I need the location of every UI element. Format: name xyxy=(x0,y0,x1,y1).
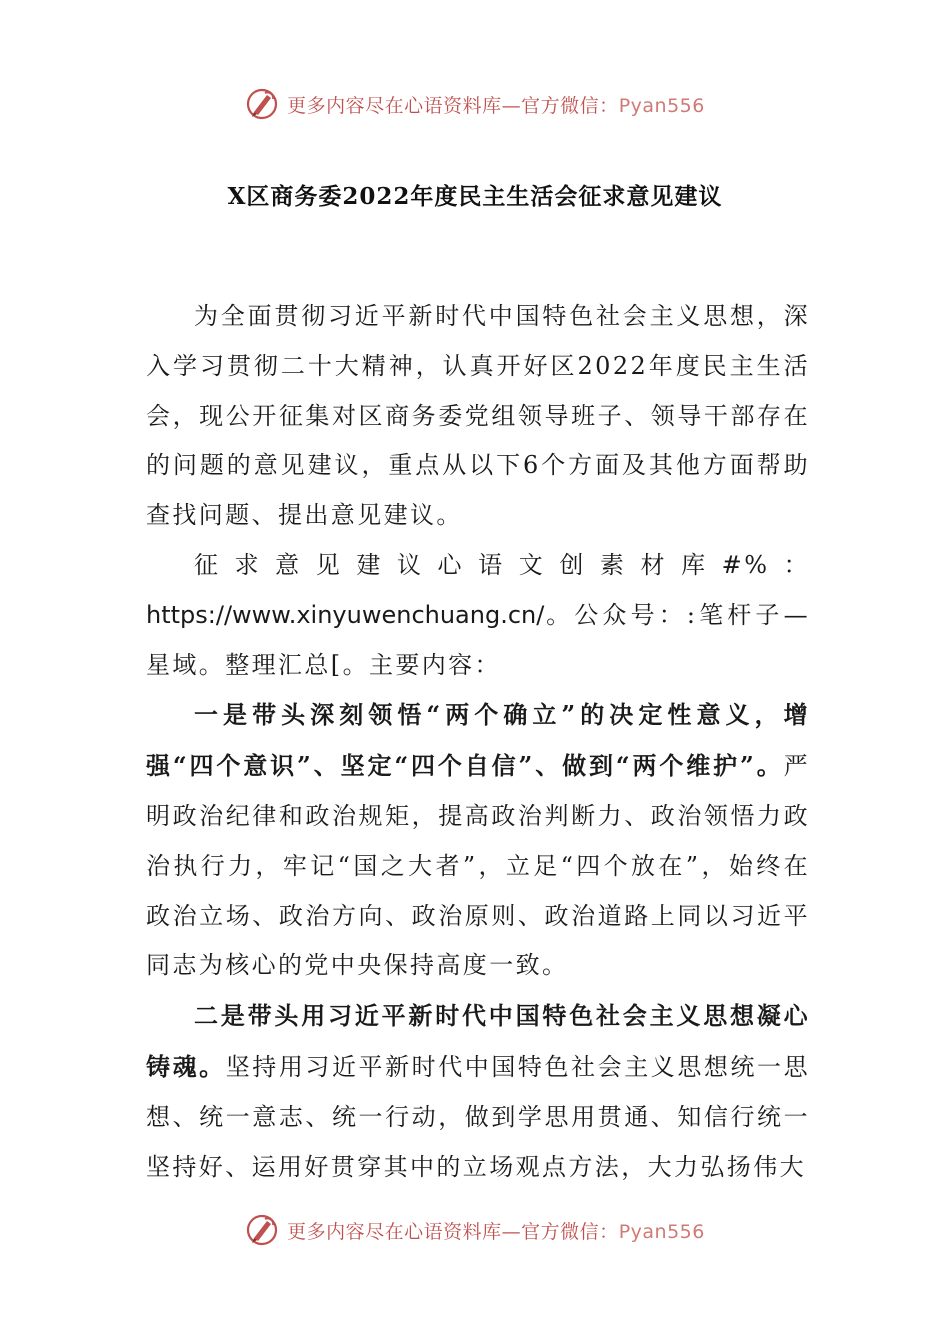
item-1-heading: 一是带头深刻领悟“两个确立”的决定性意义，增强“四个意识”、坚定“四个自信”、做到“两个维护”。 xyxy=(146,700,810,781)
watermark-banner-top xyxy=(0,84,950,124)
document-body xyxy=(146,292,810,1192)
watermark-text xyxy=(287,91,705,118)
intro-paragraph: 为全面贯彻习近平新时代中国特色社会主义思想，深入学习贯彻二十大精神，认真开好区2022年度民主生活会，现公开征集对区商务委党组领导班子、领导干部存在的问题的意见建议，重点从以下6个方面及其他方面帮助查找问题、提出意见建议。 xyxy=(146,302,810,530)
pen-logo-icon xyxy=(245,1213,279,1247)
item-2-heading: 二是带头用习近平新时代中国特色社会主义思想凝心铸魂。 xyxy=(146,1001,810,1081)
watermark-contact-label: 官方微信： xyxy=(521,1220,619,1243)
source-note-suffix: 。公众号：:笔杆子—星域。整理汇总[。主要内容： xyxy=(146,600,810,679)
item-1-paragraph xyxy=(146,690,810,991)
watermark-contact-label: 官方微信： xyxy=(521,94,619,117)
watermark-text xyxy=(287,1217,705,1244)
item-1-body: 严明政治纪律和政治规矩，提高政治判断力、政治领悟力政治执行力，牢记“国之大者”，立足“四个放在”，始终在政治立场、政治方向、政治原则、政治道路上同以习近平同志为核心的党中央保持高度一致。 xyxy=(146,752,810,980)
watermark-banner-bottom xyxy=(0,1210,950,1250)
watermark-contact-id: Pyan556 xyxy=(618,1220,705,1243)
source-note-url[interactable]: https://www.xinyuwenchuang.cn/ xyxy=(146,600,545,629)
watermark-prefix: 更多内容尽在心语资料库— xyxy=(287,94,522,117)
source-note-prefix: 征求意见建议心语文创素材库#%： xyxy=(194,550,810,579)
watermark-contact-id: Pyan556 xyxy=(618,94,705,117)
source-note-paragraph xyxy=(146,541,810,690)
item-2-body: 坚持用习近平新时代中国特色社会主义思想统一思想、统一意志、统一行动，做到学思用贯通、知信行统一坚持好、运用好贯穿其中的立场观点方法，大力弘扬伟大 xyxy=(146,1052,810,1181)
item-2-paragraph xyxy=(146,991,810,1192)
document-title: X区商务委2022年度民主生活会征求意见建议 xyxy=(227,183,723,210)
pen-logo-icon xyxy=(245,87,279,121)
watermark-prefix: 更多内容尽在心语资料库— xyxy=(287,1220,522,1243)
